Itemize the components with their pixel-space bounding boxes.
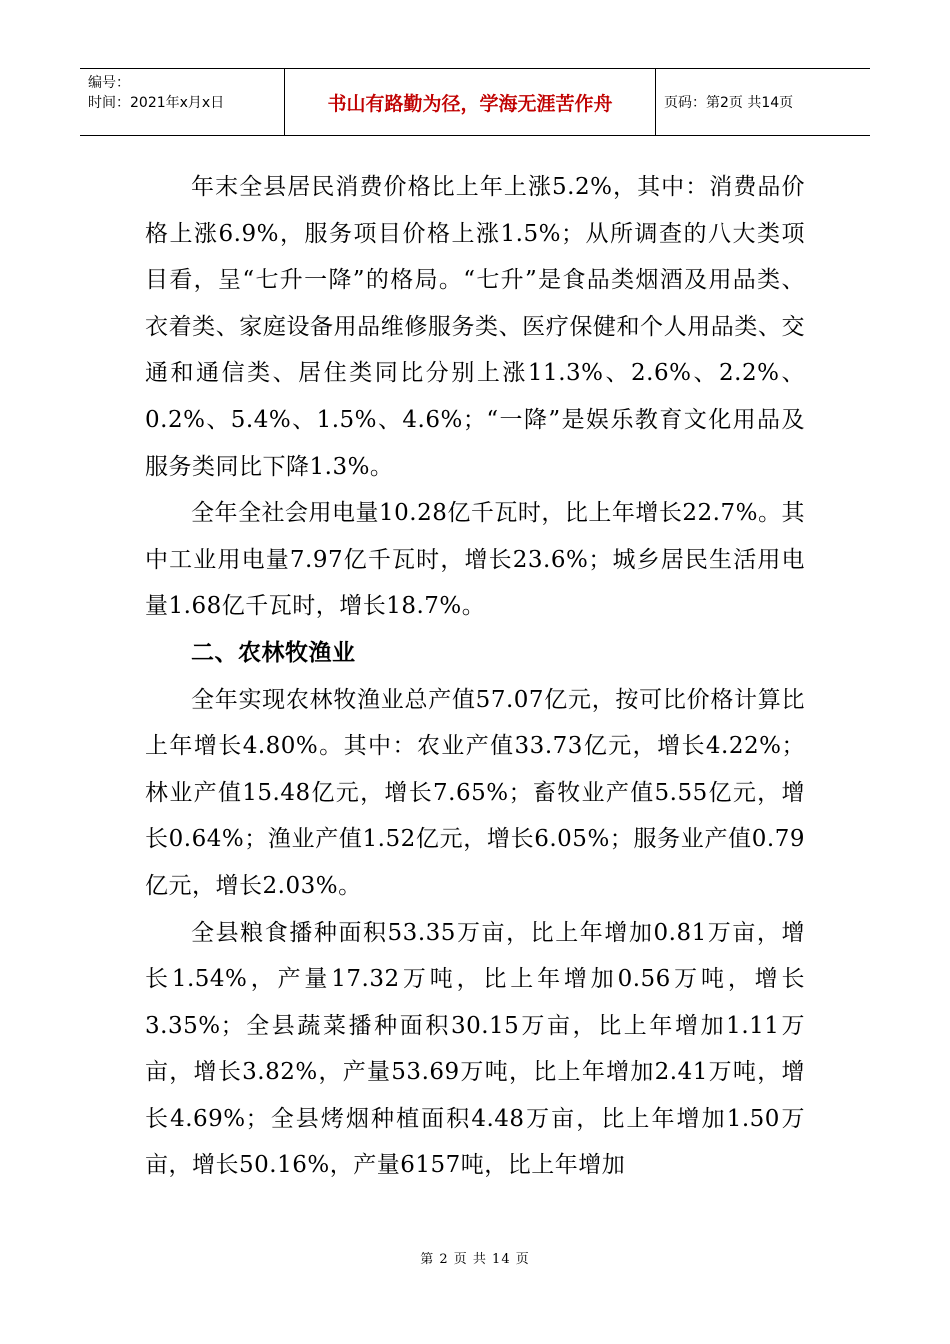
- header-divider: [655, 69, 656, 135]
- header-meta: [88, 73, 288, 113]
- header-motto: 书山有路勤为径，学海无涯苦作舟: [327, 92, 613, 115]
- document-number-label: 编号：: [88, 75, 130, 91]
- paragraph-crop-area: 全县粮食播种面积53.35万亩，比上年增加0.81万亩，增长1.54%，产量17.32万吨，比上年增加0.56万吨，增长3.35%；全县蔬菜播种面积30.15万亩，比上年增加1.11万亩，增长3.82%，产量53.69万吨，比上年增加2.41万吨，增长4.69%；全县烤烟种植面积4.48万亩，比上年增加1.50万亩，增长50.16%，产量6157吨，比上年增加: [145, 919, 805, 1179]
- paragraph-electricity: 全年全社会用电量10.28亿千瓦时，比上年增长22.7%。其中工业用电量7.97亿千瓦时，增长23.6%；城乡居民生活用电量1.68亿千瓦时，增长18.7%。: [145, 500, 805, 620]
- paragraph-agriculture-output: 全年实现农林牧渔业总产值57.07亿元，按可比价格计算比上年增长4.80%。其中：农业产值33.73亿元，增长4.22%；林业产值15.48亿元，增长7.65%；畜牧业产值5.55亿元，增长0.64%；渔业产值1.52亿元，增长6.05%；服务业产值0.79亿元，增长2.03%。: [145, 686, 805, 899]
- header-page-info: 页码：第2页 共14页: [664, 95, 794, 111]
- section-heading: 二、农林牧渔业: [191, 639, 356, 666]
- document-body: [145, 164, 805, 1189]
- page-footer: 第 2 页 共 14 页: [420, 1252, 530, 1267]
- page-header: [80, 68, 870, 136]
- paragraph-consumer-prices: 年末全县居民消费价格比上年上涨5.2%，其中：消费品价格上涨6.9%，服务项目价格上涨1.5%；从所调查的八大类项目看，呈“七升一降”的格局。“七升”是食品类烟酒及用品类、衣着类、家庭设备用品维修服务类、医疗保健和个人用品类、交通和通信类、居住类同比分别上涨11.3%、2.6%、2.2%、0.2%、5.4%、1.5%、4.6%；“一降”是娱乐教育文化用品及服务类同比下降1.3%。: [145, 174, 805, 480]
- document-time-label: 时间：2021年x月x日: [88, 95, 225, 111]
